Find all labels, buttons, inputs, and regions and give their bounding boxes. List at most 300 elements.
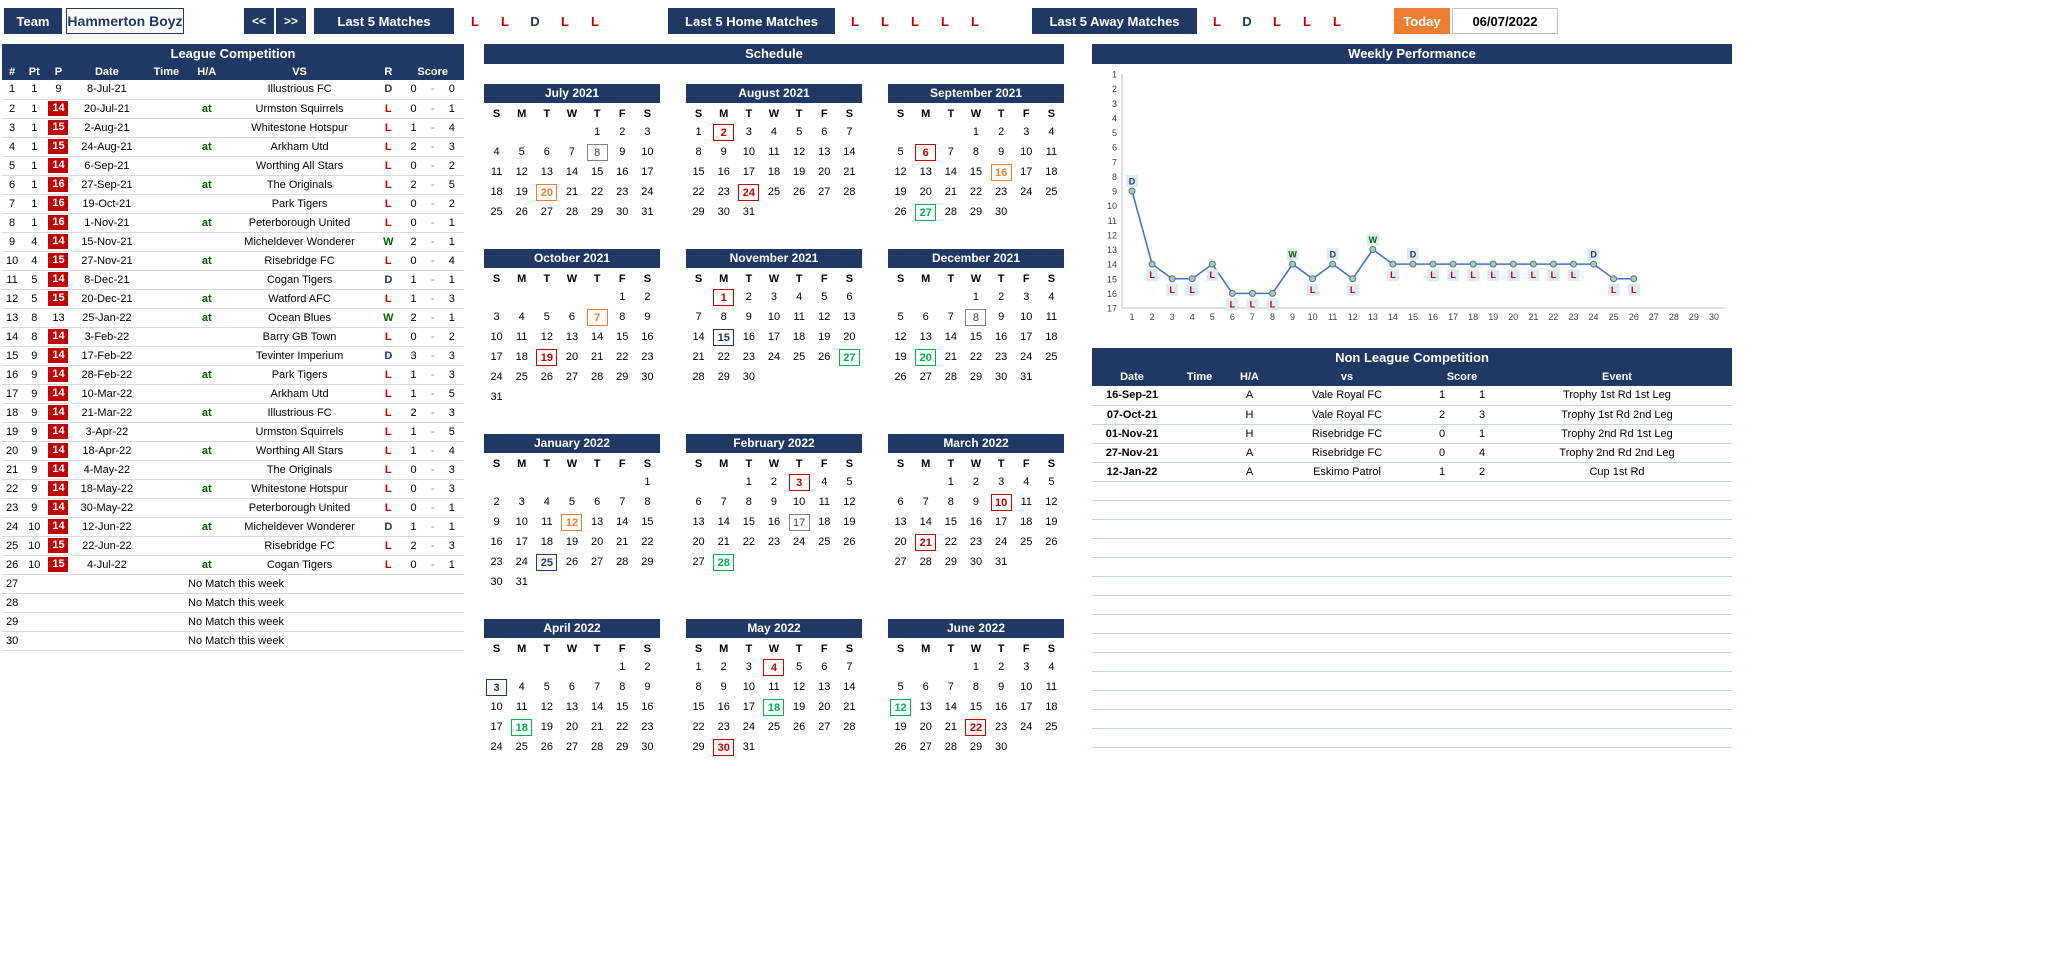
calendar-day[interactable]: 27 [919, 741, 932, 753]
calendar-day[interactable]: 8 [720, 311, 727, 323]
calendar-day[interactable]: 27 [894, 556, 907, 568]
calendar-day-marked[interactable]: 19 [536, 349, 557, 366]
calendar-day[interactable]: 6 [897, 496, 904, 508]
calendar-day[interactable]: 22 [616, 351, 629, 363]
calendar-day[interactable]: 26 [894, 371, 907, 383]
calendar-day[interactable]: 14 [843, 681, 856, 693]
calendar-day[interactable]: 29 [616, 371, 629, 383]
calendar-day[interactable] [837, 347, 862, 367]
calendar-day[interactable]: 8 [947, 496, 954, 508]
calendar-day[interactable]: 2 [770, 476, 778, 488]
calendar-day[interactable]: 28 [591, 741, 604, 753]
calendar-day[interactable]: 19 [843, 516, 856, 528]
calendar-day[interactable] [989, 162, 1014, 182]
calendar-day[interactable]: 24 [490, 741, 503, 753]
calendar-day-marked[interactable]: 8 [587, 144, 608, 161]
calendar-day[interactable]: 29 [692, 741, 705, 753]
calendar-day[interactable]: 1 [972, 126, 980, 138]
calendar-day[interactable]: 3 [493, 311, 500, 323]
calendar-day[interactable]: 20 [919, 186, 932, 198]
calendar-day[interactable]: 27 [565, 741, 579, 753]
calendar-day[interactable]: 3 [745, 661, 752, 673]
calendar-day[interactable]: 26 [793, 186, 806, 198]
calendar-day[interactable]: 15 [692, 166, 705, 178]
calendar-day[interactable]: 20 [843, 331, 856, 343]
calendar-day[interactable]: 11 [768, 146, 780, 158]
calendar-day[interactable] [585, 142, 610, 162]
calendar-day[interactable]: 17 [995, 516, 1008, 528]
calendar-day[interactable]: 11 [1045, 681, 1058, 693]
calendar-day[interactable]: 10 [641, 146, 654, 158]
calendar-day[interactable]: 23 [995, 186, 1008, 198]
calendar-day[interactable]: 20 [818, 166, 831, 178]
calendar-day-marked[interactable]: 7 [587, 309, 608, 326]
calendar-day[interactable]: 23 [641, 721, 654, 733]
calendar-day[interactable]: 23 [767, 536, 781, 548]
calendar-day[interactable]: 16 [767, 516, 781, 528]
calendar-day[interactable]: 17 [1020, 331, 1033, 343]
calendar-day[interactable]: 23 [641, 351, 654, 363]
calendar-day[interactable]: 25 [515, 371, 528, 383]
calendar-day[interactable]: 7 [846, 661, 853, 673]
calendar-day[interactable]: 17 [742, 701, 755, 713]
calendar-day[interactable]: 13 [540, 166, 553, 178]
calendar-day[interactable]: 18 [1045, 701, 1058, 713]
calendar-day[interactable]: 7 [594, 681, 601, 693]
calendar-day[interactable]: 28 [616, 556, 629, 568]
calendar-day[interactable]: 16 [995, 701, 1008, 713]
calendar-day[interactable]: 18 [540, 536, 553, 548]
calendar-day[interactable]: 29 [591, 206, 604, 218]
next-team-button[interactable]: >> [276, 8, 306, 34]
calendar-day[interactable]: 18 [818, 516, 831, 528]
calendar-day[interactable]: 10 [1020, 146, 1033, 158]
calendar-day[interactable]: 2 [972, 476, 980, 488]
calendar-day[interactable]: 9 [644, 681, 651, 693]
calendar-day[interactable]: 2 [998, 661, 1005, 673]
calendar-day[interactable] [963, 717, 988, 737]
calendar-day[interactable]: 7 [947, 681, 954, 693]
calendar-day[interactable]: 15 [641, 516, 654, 528]
calendar-day[interactable]: 10 [490, 331, 503, 343]
calendar-day[interactable]: 22 [641, 536, 654, 548]
calendar-day[interactable]: 22 [742, 536, 755, 548]
calendar-day-marked[interactable]: 24 [738, 184, 759, 201]
calendar-day[interactable]: 31 [515, 576, 528, 588]
calendar-day[interactable]: 5 [846, 476, 853, 488]
calendar-day[interactable]: 26 [540, 741, 553, 753]
calendar-day[interactable]: 6 [568, 681, 576, 693]
calendar-day[interactable]: 23 [490, 556, 503, 568]
calendar-day[interactable]: 8 [619, 311, 626, 323]
calendar-day[interactable]: 23 [717, 186, 730, 198]
calendar-day[interactable]: 7 [947, 146, 954, 158]
calendar-day[interactable]: 16 [490, 536, 503, 548]
calendar-day[interactable]: 21 [591, 721, 604, 733]
calendar-day[interactable] [989, 492, 1014, 512]
calendar-day[interactable]: 9 [720, 681, 727, 693]
calendar-day[interactable] [787, 512, 812, 532]
calendar-day[interactable]: 10 [515, 516, 528, 528]
calendar-day[interactable]: 5 [518, 146, 525, 158]
calendar-day[interactable]: 4 [1048, 291, 1055, 303]
calendar-day[interactable]: 31 [742, 741, 755, 753]
calendar-day[interactable]: 27 [591, 556, 604, 568]
calendar-day[interactable]: 28 [565, 206, 579, 218]
calendar-day[interactable]: 23 [995, 721, 1008, 733]
calendar-day[interactable]: 22 [969, 351, 983, 363]
calendar-day[interactable]: 14 [591, 331, 604, 343]
calendar-day[interactable]: 13 [591, 516, 604, 528]
calendar-day[interactable]: 12 [843, 496, 856, 508]
calendar-day[interactable]: 1 [644, 476, 651, 488]
calendar-day[interactable]: 25 [767, 721, 781, 733]
calendar-day[interactable]: 14 [843, 146, 856, 158]
calendar-day[interactable]: 30 [995, 206, 1008, 218]
calendar-day[interactable]: 4 [518, 681, 525, 693]
calendar-day[interactable]: 7 [922, 496, 929, 508]
calendar-day[interactable]: 30 [742, 371, 755, 383]
calendar-day[interactable]: 17 [515, 536, 528, 548]
calendar-day[interactable]: 22 [717, 351, 730, 363]
calendar-day[interactable]: 1 [619, 291, 626, 303]
calendar-day[interactable]: 16 [641, 331, 654, 343]
calendar-day[interactable]: 15 [944, 516, 957, 528]
calendar-day[interactable]: 10 [793, 496, 806, 508]
calendar-day[interactable]: 31 [742, 206, 755, 218]
calendar-day[interactable]: 31 [490, 391, 503, 403]
calendar-day[interactable]: 23 [969, 536, 983, 548]
calendar-day[interactable] [585, 307, 610, 327]
calendar-day[interactable]: 18 [1045, 331, 1058, 343]
calendar-day-marked[interactable]: 2 [713, 124, 734, 141]
calendar-day[interactable]: 16 [616, 166, 629, 178]
calendar-day[interactable]: 6 [695, 496, 702, 508]
calendar-day[interactable]: 12 [818, 311, 831, 323]
calendar-day[interactable]: 24 [1020, 721, 1033, 733]
calendar-day[interactable]: 21 [944, 186, 957, 198]
calendar-day[interactable]: 14 [565, 166, 579, 178]
calendar-day[interactable]: 1 [695, 661, 702, 673]
calendar-day[interactable]: 10 [767, 311, 781, 323]
calendar-day[interactable]: 23 [742, 351, 755, 363]
calendar-day[interactable]: 18 [515, 351, 528, 363]
calendar-day[interactable]: 29 [969, 371, 983, 383]
calendar-day[interactable]: 21 [565, 186, 579, 198]
calendar-day-marked[interactable]: 16 [991, 164, 1012, 181]
calendar-day[interactable]: 9 [619, 146, 626, 158]
calendar-day[interactable] [913, 202, 938, 222]
calendar-day[interactable]: 21 [717, 536, 730, 548]
calendar-day[interactable]: 26 [818, 351, 831, 363]
calendar-day-marked[interactable]: 20 [915, 349, 936, 366]
calendar-day[interactable]: 8 [745, 496, 752, 508]
calendar-day[interactable]: 14 [944, 166, 957, 178]
prev-team-button[interactable]: << [244, 8, 274, 34]
calendar-day[interactable]: 19 [894, 186, 907, 198]
calendar-day[interactable]: 15 [616, 331, 629, 343]
calendar-day[interactable]: 17 [490, 351, 503, 363]
calendar-day[interactable]: 6 [568, 311, 576, 323]
calendar-day[interactable]: 5 [821, 291, 828, 303]
calendar-day[interactable]: 16 [742, 331, 755, 343]
calendar-day[interactable]: 27 [565, 371, 579, 383]
calendar-day-marked[interactable]: 28 [713, 554, 734, 571]
calendar-day[interactable]: 29 [944, 556, 957, 568]
calendar-day[interactable] [711, 552, 736, 572]
calendar-day[interactable]: 11 [768, 681, 780, 693]
calendar-day[interactable]: 26 [565, 556, 579, 568]
calendar-day[interactable]: 24 [490, 371, 503, 383]
calendar-day[interactable]: 26 [894, 741, 907, 753]
calendar-day[interactable]: 14 [919, 516, 932, 528]
calendar-day[interactable]: 28 [944, 206, 957, 218]
calendar-day[interactable]: 25 [1045, 351, 1058, 363]
calendar-day[interactable]: 5 [1048, 476, 1055, 488]
calendar-day[interactable]: 7 [846, 126, 853, 138]
calendar-day[interactable]: 17 [641, 166, 654, 178]
calendar-day[interactable] [761, 697, 786, 717]
calendar-day[interactable] [711, 122, 736, 142]
calendar-day[interactable]: 16 [717, 166, 730, 178]
calendar-day[interactable]: 21 [843, 701, 856, 713]
calendar-day[interactable]: 4 [1023, 476, 1030, 488]
calendar-day[interactable]: 21 [843, 166, 856, 178]
calendar-day[interactable]: 22 [969, 186, 983, 198]
calendar-day[interactable]: 20 [565, 351, 579, 363]
calendar-day[interactable]: 12 [515, 166, 528, 178]
calendar-day[interactable]: 24 [995, 536, 1008, 548]
calendar-day[interactable]: 15 [742, 516, 755, 528]
calendar-day[interactable]: 9 [745, 311, 752, 323]
calendar-day[interactable]: 11 [793, 311, 805, 323]
calendar-day[interactable]: 24 [793, 536, 806, 548]
calendar-day[interactable]: 11 [490, 166, 503, 178]
calendar-day[interactable]: 16 [969, 516, 983, 528]
calendar-day[interactable]: 30 [641, 371, 654, 383]
calendar-day[interactable]: 19 [894, 351, 907, 363]
team-name-field[interactable]: Hammerton Boyz [66, 8, 184, 34]
calendar-day[interactable]: 20 [591, 536, 604, 548]
calendar-day[interactable]: 4 [796, 291, 803, 303]
calendar-day[interactable]: 14 [591, 701, 604, 713]
calendar-day[interactable]: 8 [619, 681, 626, 693]
calendar-day[interactable]: 5 [543, 681, 550, 693]
calendar-day[interactable]: 28 [843, 721, 856, 733]
calendar-day[interactable]: 19 [793, 701, 806, 713]
calendar-day[interactable]: 26 [894, 206, 907, 218]
calendar-day[interactable] [913, 532, 938, 552]
calendar-day[interactable]: 2 [720, 661, 727, 673]
calendar-day[interactable]: 16 [995, 331, 1008, 343]
calendar-day[interactable]: 3 [1023, 126, 1030, 138]
calendar-day[interactable]: 4 [543, 496, 550, 508]
calendar-day[interactable] [711, 287, 736, 307]
calendar-day[interactable]: 28 [919, 556, 932, 568]
calendar-day[interactable]: 30 [490, 576, 503, 588]
calendar-day[interactable]: 22 [616, 721, 629, 733]
calendar-day[interactable]: 22 [692, 721, 705, 733]
calendar-day[interactable]: 31 [641, 206, 654, 218]
calendar-day[interactable]: 4 [518, 311, 525, 323]
calendar-day[interactable]: 9 [998, 681, 1005, 693]
calendar-day[interactable]: 29 [641, 556, 654, 568]
calendar-day[interactable]: 5 [796, 126, 803, 138]
calendar-day[interactable]: 26 [843, 536, 856, 548]
calendar-day[interactable]: 6 [821, 661, 828, 673]
calendar-day[interactable]: 14 [717, 516, 730, 528]
calendar-day[interactable]: 27 [540, 206, 553, 218]
calendar-day[interactable]: 25 [1020, 536, 1033, 548]
calendar-day[interactable]: 19 [793, 166, 806, 178]
calendar-day[interactable]: 24 [515, 556, 528, 568]
calendar-day[interactable]: 7 [619, 496, 626, 508]
calendar-day[interactable]: 4 [1048, 126, 1055, 138]
calendar-day[interactable]: 17 [742, 166, 755, 178]
calendar-day[interactable]: 15 [692, 701, 705, 713]
calendar-day[interactable]: 26 [1045, 536, 1058, 548]
calendar-day[interactable]: 13 [565, 701, 579, 713]
calendar-day[interactable]: 19 [515, 186, 528, 198]
calendar-day[interactable]: 15 [969, 701, 983, 713]
calendar-day-marked[interactable]: 27 [915, 204, 936, 221]
calendar-day[interactable]: 27 [919, 371, 932, 383]
calendar-day[interactable]: 1 [619, 661, 626, 673]
calendar-day[interactable] [736, 182, 761, 202]
calendar-day[interactable]: 24 [767, 351, 781, 363]
calendar-day[interactable]: 5 [897, 311, 904, 323]
calendar-day[interactable]: 4 [1048, 661, 1055, 673]
calendar-day[interactable]: 12 [793, 681, 806, 693]
calendar-day[interactable]: 20 [919, 721, 932, 733]
calendar-day[interactable]: 4 [493, 146, 500, 158]
calendar-day[interactable]: 3 [998, 476, 1005, 488]
calendar-day[interactable]: 17 [1020, 701, 1033, 713]
calendar-day-marked[interactable]: 18 [511, 719, 532, 736]
calendar-day[interactable]: 9 [998, 146, 1005, 158]
calendar-day-marked[interactable]: 18 [763, 699, 784, 716]
calendar-day[interactable]: 18 [490, 186, 503, 198]
calendar-day[interactable] [711, 737, 736, 757]
calendar-day-marked[interactable]: 6 [915, 144, 936, 161]
calendar-day[interactable]: 25 [515, 741, 528, 753]
calendar-day[interactable]: 28 [944, 741, 957, 753]
calendar-day-marked[interactable]: 1 [713, 289, 734, 306]
calendar-day[interactable]: 11 [1020, 496, 1032, 508]
calendar-day[interactable]: 6 [821, 126, 828, 138]
calendar-day[interactable]: 5 [796, 661, 803, 673]
calendar-day[interactable]: 14 [692, 331, 705, 343]
calendar-day[interactable]: 28 [843, 186, 856, 198]
calendar-day[interactable]: 24 [641, 186, 654, 198]
calendar-day-marked[interactable]: 21 [915, 534, 936, 551]
calendar-day[interactable]: 31 [1020, 371, 1033, 383]
calendar-day[interactable]: 31 [995, 556, 1008, 568]
calendar-day[interactable]: 22 [944, 536, 957, 548]
calendar-day[interactable]: 1 [594, 126, 601, 138]
calendar-day[interactable]: 24 [1020, 186, 1033, 198]
calendar-day[interactable]: 8 [972, 146, 980, 158]
calendar-day[interactable] [787, 472, 812, 492]
calendar-day[interactable]: 26 [515, 206, 528, 218]
calendar-day[interactable]: 23 [717, 721, 730, 733]
calendar-day[interactable]: 11 [516, 331, 528, 343]
calendar-day[interactable]: 27 [818, 186, 831, 198]
calendar-day[interactable]: 2 [998, 291, 1005, 303]
calendar-day[interactable]: 16 [641, 701, 654, 713]
calendar-day[interactable]: 19 [1045, 516, 1058, 528]
calendar-day[interactable] [913, 142, 938, 162]
calendar-day[interactable]: 23 [616, 186, 629, 198]
calendar-day-marked[interactable]: 12 [561, 514, 582, 531]
calendar-day[interactable]: 21 [616, 536, 629, 548]
calendar-day[interactable]: 3 [518, 496, 525, 508]
calendar-day[interactable]: 4 [821, 476, 828, 488]
calendar-day[interactable]: 1 [947, 476, 954, 488]
calendar-day-marked[interactable]: 3 [486, 679, 507, 696]
calendar-day[interactable]: 11 [516, 701, 528, 713]
calendar-day[interactable]: 13 [894, 516, 907, 528]
calendar-day[interactable]: 3 [745, 126, 752, 138]
calendar-day[interactable]: 6 [846, 291, 853, 303]
calendar-day[interactable]: 21 [692, 351, 705, 363]
calendar-day[interactable]: 25 [767, 186, 781, 198]
calendar-day[interactable]: 17 [1020, 166, 1033, 178]
calendar-day[interactable]: 23 [995, 351, 1008, 363]
calendar-day-marked[interactable]: 8 [965, 309, 986, 326]
calendar-day[interactable]: 2 [745, 291, 752, 303]
calendar-day[interactable]: 6 [594, 496, 601, 508]
calendar-day[interactable]: 5 [568, 496, 576, 508]
calendar-day[interactable]: 12 [1045, 496, 1058, 508]
calendar-day[interactable]: 25 [490, 206, 503, 218]
calendar-day[interactable]: 13 [565, 331, 579, 343]
calendar-day[interactable]: 26 [793, 721, 806, 733]
calendar-day[interactable]: 7 [720, 496, 727, 508]
calendar-day[interactable]: 13 [818, 146, 831, 158]
calendar-day[interactable]: 24 [742, 721, 755, 733]
calendar-day[interactable]: 20 [692, 536, 705, 548]
calendar-day[interactable] [534, 182, 559, 202]
calendar-day[interactable]: 18 [1045, 166, 1058, 178]
calendar-day[interactable]: 10 [742, 146, 755, 158]
calendar-day[interactable]: 9 [998, 311, 1005, 323]
calendar-day-marked[interactable]: 25 [536, 554, 557, 571]
calendar-day[interactable]: 11 [541, 516, 553, 528]
calendar-day-marked[interactable]: 30 [713, 739, 734, 756]
calendar-day[interactable]: 12 [540, 331, 553, 343]
calendar-day[interactable] [559, 512, 584, 532]
calendar-day[interactable]: 20 [818, 701, 831, 713]
calendar-day[interactable]: 22 [692, 186, 705, 198]
calendar-day[interactable] [888, 697, 913, 717]
calendar-day[interactable]: 25 [793, 351, 806, 363]
calendar-day[interactable]: 10 [490, 701, 503, 713]
calendar-day[interactable]: 19 [818, 331, 831, 343]
calendar-day[interactable]: 30 [717, 206, 730, 218]
calendar-day[interactable] [913, 347, 938, 367]
calendar-day[interactable]: 8 [972, 681, 980, 693]
calendar-day[interactable]: 29 [969, 741, 983, 753]
calendar-day[interactable]: 12 [894, 166, 907, 178]
calendar-day-marked[interactable]: 17 [789, 514, 810, 531]
calendar-day[interactable]: 29 [616, 741, 629, 753]
calendar-day[interactable]: 1 [745, 476, 752, 488]
calendar-day-marked[interactable]: 20 [536, 184, 557, 201]
calendar-day[interactable]: 5 [897, 681, 904, 693]
calendar-day[interactable]: 18 [1020, 516, 1033, 528]
calendar-day[interactable]: 30 [616, 206, 629, 218]
